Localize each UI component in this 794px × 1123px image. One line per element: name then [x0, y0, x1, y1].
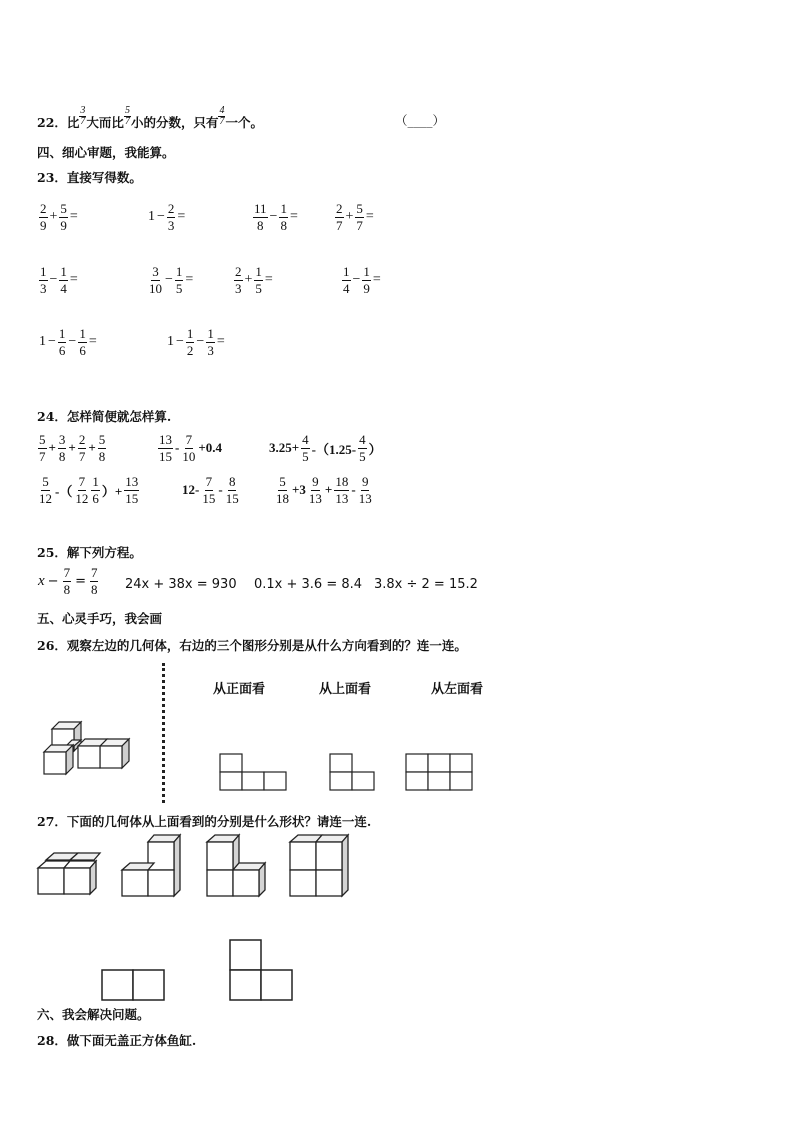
numerator: 13 [125, 474, 139, 489]
simplify-item [157, 433, 223, 463]
operator: +3 [292, 482, 306, 498]
operator: + [324, 482, 333, 498]
question-23-title: 23．直接写得数。 [37, 170, 142, 185]
label-front-view: 从正面看 [213, 682, 266, 697]
operator: 1 [148, 209, 155, 225]
operator: = [216, 334, 225, 350]
text: 小的分数，只有 [130, 115, 219, 130]
numerator: 18 [335, 474, 349, 489]
text: 大而比 [86, 115, 124, 130]
question-25-title: 25．解下列方程。 [37, 545, 142, 560]
fraction [335, 202, 344, 232]
numerator: 4 [302, 432, 309, 447]
denominator: 10 [182, 448, 196, 464]
calc-item [252, 202, 299, 232]
operator: + [244, 272, 253, 288]
fraction [59, 202, 68, 232]
denominator: 7 [356, 217, 363, 233]
calc-item [147, 202, 186, 232]
denominator: 13 [358, 490, 372, 506]
denominator: 6 [58, 342, 66, 358]
denominator: 8 [90, 581, 98, 597]
solid-2[interactable] [120, 832, 186, 898]
operator: = [88, 334, 97, 350]
operator: − [48, 334, 56, 350]
numerator: 2 [235, 264, 242, 279]
denominator: 8 [257, 217, 264, 233]
numerator: 11 [254, 201, 267, 216]
operator: -（1.25- [311, 441, 357, 457]
denominator: 9 [40, 217, 47, 233]
fraction [175, 265, 184, 295]
operator: - [175, 440, 180, 456]
operator: + [88, 440, 96, 456]
fraction [79, 106, 86, 127]
question-22 [37, 105, 263, 131]
operator: = [69, 272, 78, 288]
simplify-item [268, 433, 383, 463]
numerator: 1 [343, 264, 350, 279]
solid-4[interactable] [288, 832, 354, 898]
fraction [253, 202, 268, 232]
denominator: 3 [167, 217, 175, 233]
operator: + [345, 209, 354, 225]
denominator: 3 [207, 342, 214, 358]
text: 比 [66, 115, 80, 130]
equation-2: 24x + 38x = 930 [125, 577, 237, 592]
operator: 3.25+ [269, 440, 300, 456]
operator: + [49, 209, 58, 225]
fraction [167, 202, 176, 232]
denominator: 6 [79, 342, 86, 358]
geometric-solid-figure [38, 715, 148, 785]
numerator: 1 [60, 264, 67, 279]
calc-item [334, 202, 375, 232]
calc-item [38, 265, 79, 295]
fraction [58, 327, 67, 357]
numerator: 4 [219, 105, 225, 116]
fraction [358, 433, 367, 463]
question-24-title: 24．怎样简便就怎样算. [37, 409, 172, 424]
denominator: 6 [92, 490, 99, 506]
fraction [98, 433, 107, 463]
question-26-title: 26．观察左边的几何体，右边的三个图形分别是从什么方向看到的？连一连。 [37, 638, 467, 653]
operator: − [47, 573, 59, 589]
question-number: 22． [37, 115, 67, 130]
calc-item [166, 327, 226, 357]
fraction [355, 202, 364, 232]
denominator: 7 [39, 448, 46, 464]
fraction [78, 433, 87, 463]
operator: ）+ [101, 483, 123, 499]
answer-blank[interactable]: （____） [395, 113, 446, 128]
numerator: 5 [60, 201, 67, 216]
fraction [206, 327, 215, 357]
denominator: 15 [125, 490, 139, 506]
numerator: 5 [39, 432, 46, 447]
numerator: 3 [152, 264, 159, 279]
numerator: 2 [78, 432, 86, 447]
fraction [334, 475, 349, 505]
fraction [308, 475, 323, 505]
fraction [38, 433, 47, 463]
fraction [39, 265, 48, 295]
numerator: 1 [207, 326, 214, 341]
denominator: 15 [159, 448, 172, 464]
numerator: 9 [361, 474, 369, 489]
numerator: 1 [255, 264, 262, 279]
numerator: 5 [124, 105, 130, 116]
numerator: 1 [363, 264, 370, 279]
operator: + [48, 440, 56, 456]
numerator: 5 [42, 474, 49, 489]
numerator: 2 [40, 201, 47, 216]
fraction [342, 265, 351, 295]
denominator: 5 [302, 448, 309, 464]
operator: 12- [182, 482, 200, 498]
denominator: 8 [98, 448, 106, 464]
fraction [90, 566, 99, 596]
section-5-heading: 五、心灵手巧，我会画 [37, 611, 163, 626]
denominator: 7 [336, 217, 343, 233]
operator: +0.4 [198, 440, 223, 456]
simplify-item [37, 433, 107, 463]
simplify-item [274, 475, 374, 505]
simplify-item [181, 475, 241, 505]
denominator: 12 [75, 490, 89, 506]
numerator: 5 [356, 201, 363, 216]
operator: = [185, 272, 194, 288]
denominator: 18 [276, 490, 289, 506]
calc-item [341, 265, 382, 295]
fraction [186, 327, 195, 357]
fraction [78, 327, 87, 357]
operator: − [165, 272, 173, 288]
view-shape-1[interactable] [219, 753, 289, 793]
numerator: 7 [185, 432, 193, 447]
numerator: 1 [58, 326, 66, 341]
denominator: 5 [175, 280, 183, 296]
operator: − [157, 209, 165, 225]
fraction [91, 475, 100, 505]
operator: + [68, 440, 76, 456]
fraction [279, 202, 288, 232]
denominator: 13 [308, 490, 322, 506]
operator: = [372, 272, 381, 288]
dashed-divider [162, 663, 165, 803]
text: 一个。 [225, 115, 263, 130]
fraction [181, 433, 196, 463]
fraction [254, 265, 263, 295]
calc-item [233, 265, 274, 295]
numerator: 5 [98, 432, 106, 447]
label-left-view: 从左面看 [431, 682, 484, 697]
fraction [362, 265, 371, 295]
denominator: 2 [186, 342, 194, 358]
denominator: 7 [219, 116, 225, 127]
operator: − [49, 272, 58, 288]
simplify-item [37, 475, 140, 505]
numerator: 4 [359, 432, 366, 447]
label-top-view: 从上面看 [319, 682, 372, 697]
operator: = [69, 209, 78, 225]
numerator: 7 [90, 565, 98, 580]
fraction [124, 475, 139, 505]
fraction [63, 566, 72, 596]
calc-item [38, 327, 98, 357]
numerator: 7 [63, 565, 71, 580]
denominator: 13 [335, 490, 349, 506]
operator: − [176, 334, 184, 350]
fraction [59, 265, 68, 295]
fraction [148, 265, 163, 295]
denominator: 8 [58, 448, 66, 464]
calc-item [38, 202, 79, 232]
operator: − [269, 209, 278, 225]
operator: = [264, 272, 273, 288]
numerator: 9 [312, 474, 319, 489]
numerator: 1 [280, 201, 287, 216]
denominator: 7 [78, 448, 86, 464]
fraction [218, 106, 225, 127]
denominator: 4 [343, 280, 350, 296]
numerator: 1 [186, 326, 194, 341]
question-28-title: 28．做下面无盖正方体鱼缸. [37, 1033, 197, 1048]
top-view-shape-1[interactable] [100, 968, 168, 1002]
view-shape-3[interactable] [405, 753, 475, 793]
denominator: 12 [39, 490, 52, 506]
operator: ） [368, 441, 382, 457]
equation-4: 3.8x ÷ 2 = 15.2 [374, 577, 478, 592]
operator: - [351, 482, 356, 498]
question-27-title: 27．下面的几何体从上面看到的分别是什么形状？请连一连. [37, 814, 372, 829]
fraction [234, 265, 243, 295]
numerator: 2 [167, 201, 175, 216]
numerator: 3 [58, 432, 66, 447]
numerator: 13 [159, 432, 172, 447]
fraction [39, 202, 48, 232]
denominator: 3 [235, 280, 242, 296]
numerator: 8 [228, 474, 236, 489]
numerator: 1 [40, 264, 47, 279]
numerator: 1 [79, 326, 86, 341]
operator: − [352, 272, 361, 288]
operator: - [218, 482, 223, 498]
denominator: 9 [60, 217, 67, 233]
denominator: 7 [80, 116, 86, 127]
operator: − [68, 334, 77, 350]
fraction [275, 475, 290, 505]
operator: -（ [55, 483, 73, 499]
operator: = [75, 573, 86, 589]
numerator: 1 [175, 264, 183, 279]
numerator: 1 [92, 474, 99, 489]
fraction [301, 433, 310, 463]
denominator: 5 [359, 448, 366, 464]
denominator: 10 [149, 280, 162, 296]
denominator: 3 [40, 280, 47, 296]
denominator: 5 [255, 280, 262, 296]
fraction [201, 475, 216, 505]
variable: x [38, 572, 45, 589]
calc-item [147, 265, 194, 295]
numerator: 2 [336, 201, 343, 216]
section-4-heading: 四、细心审题，我能算。 [37, 145, 175, 160]
fraction [358, 475, 373, 505]
denominator: 9 [363, 280, 370, 296]
numerator: 7 [205, 474, 213, 489]
fraction [124, 106, 131, 127]
numerator: 7 [78, 474, 86, 489]
fraction [225, 475, 240, 505]
fraction [58, 433, 67, 463]
operator: = [177, 209, 186, 225]
operator: = [289, 209, 298, 225]
fraction [74, 475, 89, 505]
top-view-shape-2[interactable] [228, 938, 296, 1002]
operator: = [365, 209, 374, 225]
denominator: 15 [225, 490, 239, 506]
equation-3: 0.1x + 3.6 = 8.4 [254, 577, 363, 592]
operator: 1 [39, 334, 46, 350]
equation-1 [38, 566, 99, 596]
numerator: 5 [279, 474, 286, 489]
denominator: 4 [60, 280, 67, 296]
operator: 1 [167, 334, 174, 350]
denominator: 15 [202, 490, 216, 506]
fraction [158, 433, 173, 463]
denominator: 7 [124, 116, 130, 127]
section-6-heading: 六、我会解决问题。 [37, 1007, 150, 1022]
fraction [38, 475, 53, 505]
solid-3[interactable] [205, 832, 271, 898]
denominator: 8 [280, 217, 287, 233]
view-shape-2[interactable] [329, 753, 379, 793]
denominator: 8 [63, 581, 71, 597]
numerator: 3 [80, 105, 86, 116]
solid-1[interactable] [36, 850, 102, 896]
operator: − [196, 334, 205, 350]
